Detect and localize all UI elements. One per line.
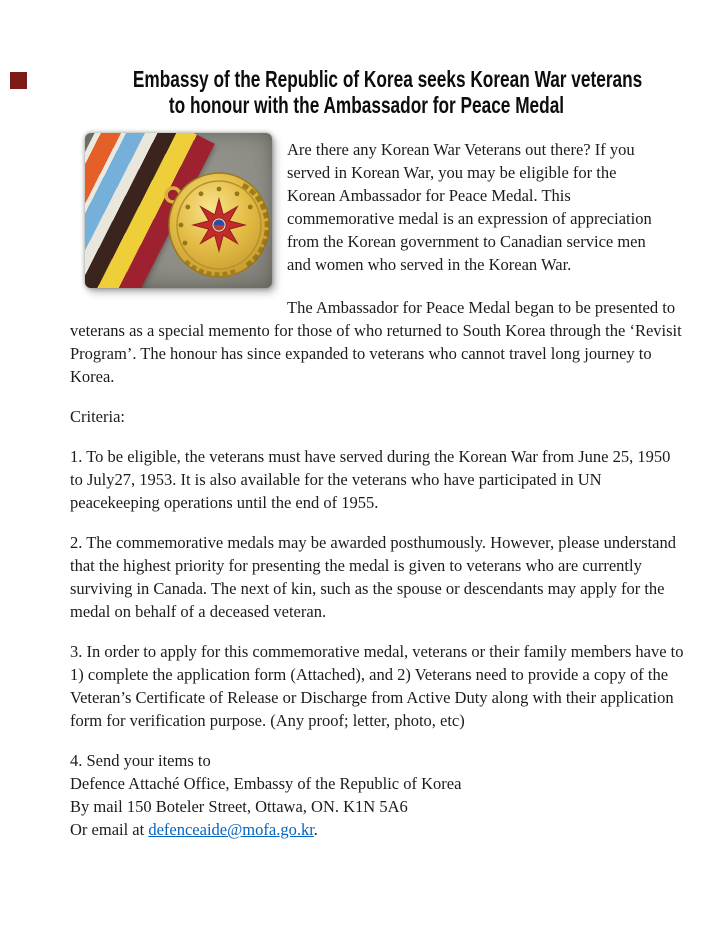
send-line-4 xyxy=(70,818,685,841)
document-title xyxy=(48,66,685,118)
document-page xyxy=(0,66,715,841)
send-line-3: By mail 150 Boteler Street, Ottawa, ON. K1N 5A6 xyxy=(70,797,408,816)
intro-section xyxy=(70,133,685,276)
title-line-1: Embassy of the Republic of Korea seeks Korean War veterans xyxy=(132,66,643,92)
send-section xyxy=(70,749,685,841)
criteria-label: Criteria: xyxy=(70,407,125,426)
title-line-2: to honour with the Ambassador for Peace Medal xyxy=(168,92,565,118)
criteria-item-1: 1. To be eligible, the veterans must have served during the Korean War from June 25, 1950 to July27, 1953. It is also available for the veterans who have participated in UN peacekeeping operations until the end of 1955. xyxy=(70,447,671,512)
email-link[interactable]: defenceaide@mofa.go.kr xyxy=(148,820,314,839)
send-line-1: 4. Send your items to xyxy=(70,751,211,770)
email-prefix: Or email at xyxy=(70,820,149,839)
medal-illustration xyxy=(85,133,272,288)
page-marker xyxy=(10,72,27,89)
history-paragraph: The Ambassador for Peace Medal began to be presented to veterans as a special memento for those of who returned to South Korea through the ‘Revisit Program’. The honour has since expanded to veterans who cannot travel long journey to Korea. xyxy=(70,298,682,386)
send-line-2: Defence Attaché Office, Embassy of the Republic of Korea xyxy=(70,774,462,793)
medal-photo xyxy=(85,133,272,288)
criteria-item-3: 3. In order to apply for this commemorative medal, veterans or their family members have to 1) complete the application form (Attached), and 2) Veterans need to provide a copy of the Veteran’s Certificate of Release or Discharge from Active Duty along with their application form for verification purpose. (Any proof; letter, photo, etc) xyxy=(70,642,684,730)
criteria-item-2: 2. The commemorative medals may be awarded posthumously. However, please understand that the highest priority for presenting the medal is given to veterans who are currently surviving in Canada. The next of kin, such as the spouse or descendants may apply for the medal on behalf of a deceased veteran. xyxy=(70,533,676,621)
intro-paragraph: Are there any Korean War Veterans out there? If you served in Korean War, you may be eligible for the Korean Ambassador for Peace Medal. This commemorative medal is an expression of appreciation from the Korean government to Canadian service men and women who served in the Korean War. xyxy=(287,140,652,274)
email-suffix: . xyxy=(313,820,318,839)
